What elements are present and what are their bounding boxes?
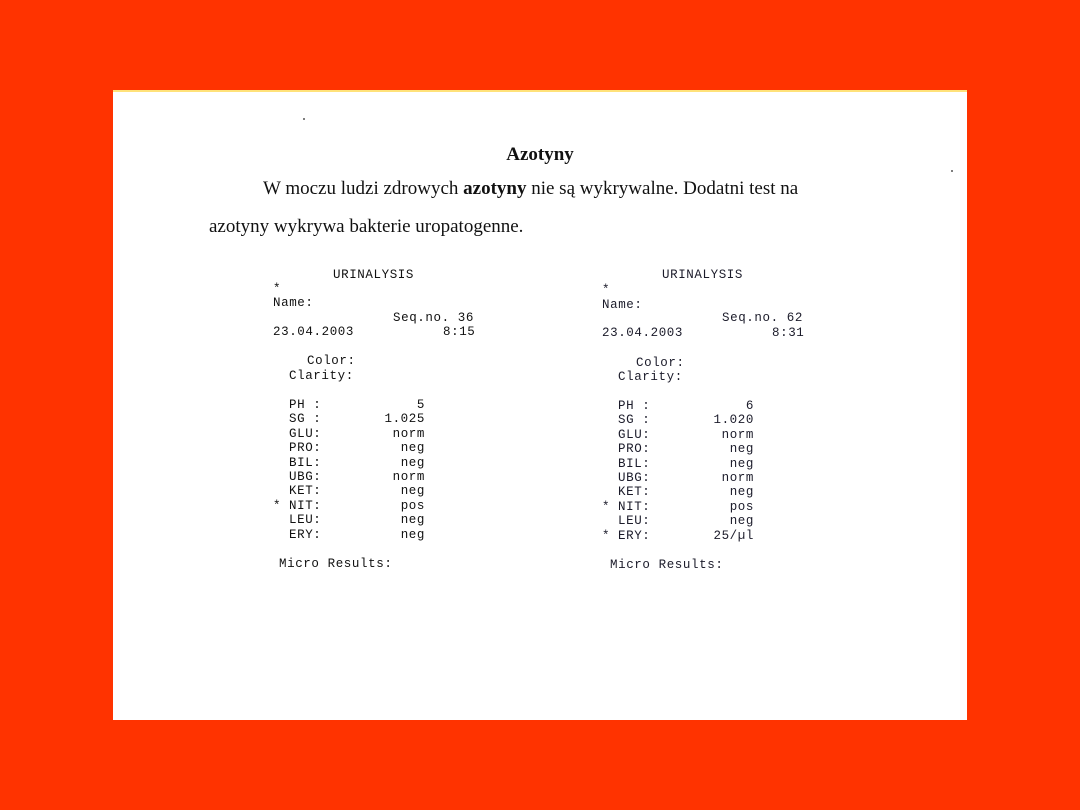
scan-speck — [303, 118, 305, 120]
result-label: UBG: — [618, 471, 651, 485]
result-value: 6 — [745, 399, 754, 413]
result-flag: * — [273, 499, 282, 513]
result-label: PRO: — [289, 441, 322, 455]
result-value: norm — [721, 471, 754, 485]
result-label: KET: — [618, 485, 651, 499]
result-label: PH : — [289, 398, 322, 412]
result-label: KET: — [289, 484, 322, 498]
result-label: GLU: — [618, 428, 651, 442]
report-header: URINALYSIS — [333, 268, 415, 282]
paragraph-line-2: azotyny wykrywa bakterie uropatogenne. — [209, 216, 524, 237]
result-label: GLU: — [289, 427, 322, 441]
document-page — [113, 90, 967, 720]
result-value: neg — [400, 441, 425, 455]
result-value: neg — [729, 442, 754, 456]
result-value: neg — [400, 456, 425, 470]
result-value: pos — [729, 500, 754, 514]
result-value: neg — [400, 528, 425, 542]
result-label: LEU: — [289, 513, 322, 527]
result-label: PRO: — [618, 442, 651, 456]
page-title: Azotyny — [506, 144, 574, 165]
result-label: PH : — [618, 399, 651, 413]
report-star: * — [273, 282, 282, 296]
result-flag: * — [602, 500, 611, 514]
result-value: pos — [400, 499, 425, 513]
result-value: norm — [721, 428, 754, 442]
result-value: norm — [392, 470, 425, 484]
result-value: neg — [729, 514, 754, 528]
color-label: Color: — [307, 354, 356, 368]
result-value: 25/µl — [713, 529, 754, 543]
result-label: NIT: — [618, 500, 651, 514]
color-label: Color: — [636, 356, 685, 370]
result-value: 1.020 — [713, 413, 754, 427]
report-header: URINALYSIS — [662, 268, 744, 282]
result-label: LEU: — [618, 514, 651, 528]
report-star: * — [602, 283, 611, 297]
result-value: 1.025 — [384, 412, 425, 426]
report-date: 23.04.2003 — [273, 325, 355, 339]
report-time: 8:15 — [443, 325, 476, 339]
result-label: ERY: — [289, 528, 322, 542]
result-flag: * — [602, 529, 611, 543]
name-label: Name: — [273, 296, 314, 310]
result-value: neg — [729, 457, 754, 471]
result-label: SG : — [618, 413, 651, 427]
result-label: ERY: — [618, 529, 651, 543]
paragraph-text: nie są wykrywalne. Dodatni test na — [526, 178, 799, 199]
paragraph-keyword: azotyny — [463, 178, 527, 199]
paragraph-line-1 — [263, 178, 947, 200]
result-value: neg — [400, 484, 425, 498]
report-date: 23.04.2003 — [602, 326, 684, 340]
micro-results-label: Micro Results: — [279, 557, 393, 571]
result-label: BIL: — [618, 457, 651, 471]
clarity-label: Clarity: — [289, 369, 354, 383]
sequence-number: Seq.no. 36 — [393, 311, 475, 325]
result-label: UBG: — [289, 470, 322, 484]
result-value: 5 — [416, 398, 425, 412]
result-label: BIL: — [289, 456, 322, 470]
clarity-label: Clarity: — [618, 370, 683, 384]
sequence-number: Seq.no. 62 — [722, 311, 804, 325]
name-label: Name: — [602, 298, 643, 312]
result-value: norm — [392, 427, 425, 441]
result-label: NIT: — [289, 499, 322, 513]
result-value: neg — [729, 485, 754, 499]
result-value: neg — [400, 513, 425, 527]
scan-speck — [951, 170, 953, 172]
micro-results-label: Micro Results: — [610, 558, 724, 572]
paragraph-text: W moczu ludzi zdrowych — [263, 178, 464, 199]
report-time: 8:31 — [772, 326, 805, 340]
result-label: SG : — [289, 412, 322, 426]
